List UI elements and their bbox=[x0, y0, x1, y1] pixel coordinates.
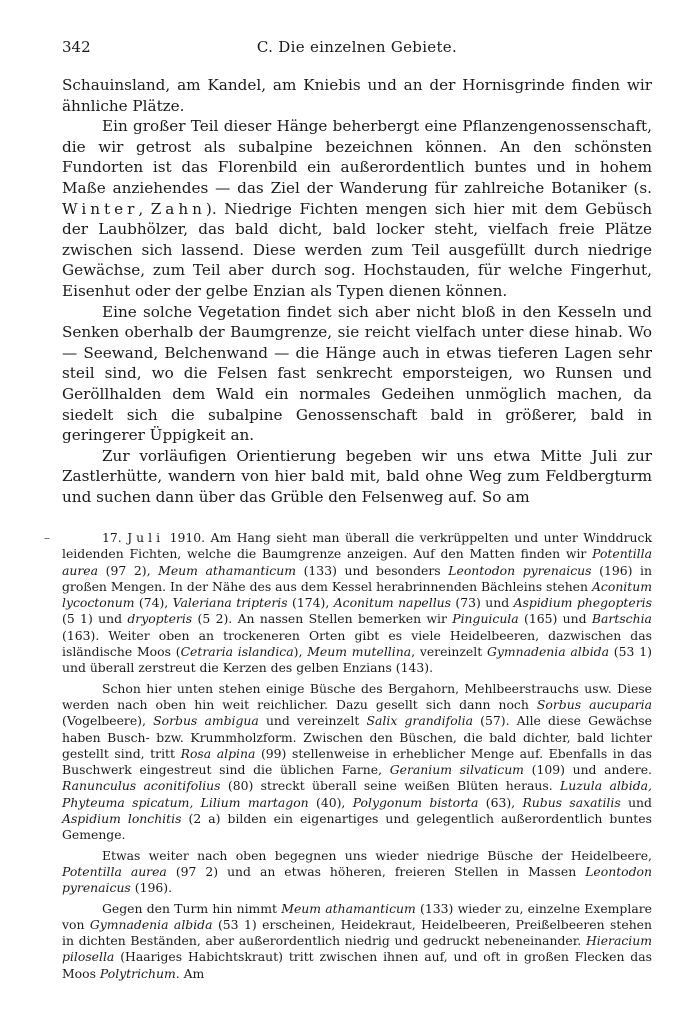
species: Valeriana tripteris bbox=[172, 595, 288, 611]
species: Luzula albida, Phyteuma spicatum, Lilium martagon bbox=[62, 778, 652, 810]
species: Sorbus ambigua bbox=[153, 713, 259, 729]
species: Aconitum lycoctonum bbox=[62, 578, 652, 611]
species: Meum mutellina bbox=[307, 644, 412, 660]
n1-t11: (163). Weiter oben an trockeneren Orten gibt es viele Heidelbeeren, dazwischen das isländische Moos ( bbox=[62, 627, 652, 660]
species: Aconitum napellus bbox=[333, 595, 451, 611]
n2-t6: (109) und andere. bbox=[531, 762, 652, 778]
n2-t8: (40), bbox=[315, 794, 346, 810]
n1-t13: , vereinzelt bbox=[411, 644, 483, 660]
n1-t14: (53 1) und überall zerstreut die Kerzen des gelben Enzians (143). bbox=[62, 644, 652, 676]
n4-t3: (53 1) erscheinen, Heidekraut, Heidelbeeren, Preißelbeeren stehen in dichten Beständen, aber außerordentlich niedrig und gedruckt nebeneinander. bbox=[62, 916, 652, 949]
n1-t12: ), bbox=[293, 644, 303, 660]
n2-t7: (80) streckt überall seine weißen Blüten heraus. bbox=[227, 778, 553, 794]
species: Bartschia bbox=[591, 611, 652, 627]
species: Aspidium phegopteris bbox=[513, 595, 652, 611]
n1-t10: (165) und bbox=[524, 611, 587, 627]
main-text bbox=[62, 75, 652, 507]
note-4 bbox=[62, 901, 652, 982]
species: Salix grandifolia bbox=[366, 713, 473, 729]
species: dryopteris bbox=[127, 611, 193, 627]
species: Leontodon pyrenaicus bbox=[62, 863, 652, 896]
author-winter: Winter bbox=[62, 199, 139, 218]
running-title: C. Die einzelnen Gebiete. bbox=[256, 38, 458, 56]
paragraph-3: Eine solche Vegetation findet sich aber nicht bloß in den Kesseln und Senken oberhalb der Baumgrenze, sie reicht vielfach unter diese hinab. Wo — Seewand, Belchenwand — die Hänge auch in etwas tieferen Lagen sehr steil sind, wo die Felsen fast senkrecht emporsteigen, wo Runsen und Geröllhalden dem Wald ein normales Gedeihen unmöglich machen, da siedelt sich die subalpine Genossenschaft bald in größerer, bald in geringerer Üppigkeit an. bbox=[62, 302, 652, 445]
species: Sorbus aucuparia bbox=[536, 696, 652, 712]
page-number: 342 bbox=[62, 38, 91, 56]
n3-t1: Etwas weiter nach oben begegnen uns wieder niedrige Büsche der Heidelbeere, bbox=[102, 847, 652, 863]
n1-t7: (73) und bbox=[455, 595, 510, 611]
paragraph-2 bbox=[62, 116, 652, 301]
n2-t3: und vereinzelt bbox=[265, 713, 360, 729]
species: Gymnadenia albida bbox=[487, 644, 609, 660]
paragraph-4: Zur vorläufigen Orientierung begeben wir uns etwa Mitte Juli zur Zastlerhütte, wandern von hier bald mit, bald ohne Weg zum Feldbergturm und suchen dann über das Grüble den Felsenweg auf. So am bbox=[62, 446, 652, 506]
note-1 bbox=[62, 530, 652, 677]
paragraph-1: Schauinsland, am Kandel, am Kniebis und an der Hornisgrinde finden wir ähnliche Plätze. bbox=[62, 76, 652, 115]
margin-mark: – bbox=[44, 531, 50, 545]
species: Potentilla aurea bbox=[62, 546, 652, 578]
species: Meum athamanticum bbox=[281, 900, 416, 916]
species: Cetraria islandica bbox=[180, 644, 294, 660]
p2-text-b: ). Niedrige Fichten mengen sich hier mit dem Gebüsch der Laubhölzer, das bald dicht, bald locker steht, vielfach freie Plätze zwischen sich lassend. Diese werden zum Teil ausgefüllt durch niedrige Gewächse, zum Teil aber durch sog. Hochstauden, für welche Fingerhut, Eisenhut oder der gelbe Enzian als Typen dienen können. bbox=[62, 199, 653, 300]
n2-t1: Schon hier unten stehen einige Büsche des Bergahorn, Mehlbeerstrauchs usw. Diese werden nach oben hin weit reichlicher. Dazu gesellt sich dann noch bbox=[62, 680, 652, 712]
author-zahn: Zahn bbox=[150, 199, 206, 218]
species: Geranium silvaticum bbox=[389, 762, 524, 778]
n4-t1: Gegen den Turm hin nimmt bbox=[102, 900, 278, 916]
species: Gymnadenia albida bbox=[89, 916, 213, 932]
n4-t2: (133) wieder zu, einzelne Exemplare von bbox=[62, 900, 652, 932]
species: Leontodon pyrenaicus bbox=[448, 562, 592, 578]
note-3 bbox=[62, 848, 652, 897]
n3-t2: (97 2) und an etwas höheren, freieren Stellen in Massen bbox=[175, 863, 577, 879]
note-date-year: 1910. bbox=[169, 530, 206, 545]
n1-t8: (5 1) und bbox=[62, 611, 123, 627]
note-date-day: 17. bbox=[102, 530, 122, 545]
n1-t2: (97 2), bbox=[105, 562, 151, 578]
n1-t1: Am Hang sieht man überall die verkrüppelten und unter Winddruck leidenden Fichten, welche die Baumgrenze anzeigen. Auf den Matten finden wir bbox=[62, 530, 652, 562]
species: Pinguicula bbox=[452, 611, 519, 627]
n2-t11: (2 a) bilden ein eigenartiges und gelegentlich außerordentlich buntes Gemenge. bbox=[62, 811, 652, 843]
n2-t4: (57). Alle diese Gewächse haben Busch- bzw. Krummholzform. Zwischen den Büschen, die bald dichter, bald lichter gestellt sind, tritt bbox=[62, 713, 652, 761]
field-notes bbox=[62, 530, 652, 986]
species: Potentilla aurea bbox=[62, 863, 167, 879]
author-separator: , bbox=[138, 199, 144, 218]
species: Meum athamanticum bbox=[158, 562, 296, 578]
n4-t4: (Haariges Habichtskraut) tritt zwischen ihnen auf, und oft in großen Flecken das Moos bbox=[62, 949, 652, 981]
n1-t9: (5 2). An nassen Stellen bemerken wir bbox=[197, 611, 447, 627]
species: Ranunculus aconitifolius bbox=[62, 778, 221, 794]
n1-t3: (133) und besonders bbox=[303, 562, 441, 578]
species: Polytrichum bbox=[99, 965, 176, 981]
page-header bbox=[62, 38, 652, 58]
n2-t10: und bbox=[628, 794, 652, 810]
n1-t5: (74), bbox=[138, 595, 169, 611]
n2-t5: (99) stellenweise in erheblicher Menge auf. Ebenfalls in das Buschwerk eingestreut sind die üblichen Farne, bbox=[62, 745, 652, 778]
p2-text-a: Ein großer Teil dieser Hänge beherbergt eine Pflanzengenossenschaft, die wir getrost als subalpine bezeichnen können. An den schönsten Fundorten ist das Florenbild ein außerordentlich buntes und in hohem Maße anziehendes — das Ziel der Wanderung für zahlreiche Botaniker (s. bbox=[62, 117, 652, 197]
species: Aspidium lonchitis bbox=[62, 811, 182, 827]
n2-t2: (Vogelbeere), bbox=[62, 713, 146, 729]
species: Polygonum bistorta bbox=[352, 794, 479, 810]
note-2 bbox=[62, 681, 652, 844]
n1-t4: (196) in großen Mengen. In der Nähe des aus dem Kessel herabrinnenden Bächleins stehen bbox=[62, 562, 652, 594]
n2-t9: (63), bbox=[485, 794, 516, 810]
n1-t6: (174), bbox=[292, 595, 330, 611]
species: Rubus saxatilis bbox=[522, 794, 621, 810]
species: Rosa alpina bbox=[180, 745, 256, 761]
note-date-month: Juli bbox=[127, 530, 165, 545]
species: Hieracium pilosella bbox=[62, 933, 652, 965]
n4-t5: . Am bbox=[175, 965, 205, 981]
n3-t3: (196). bbox=[134, 880, 173, 896]
